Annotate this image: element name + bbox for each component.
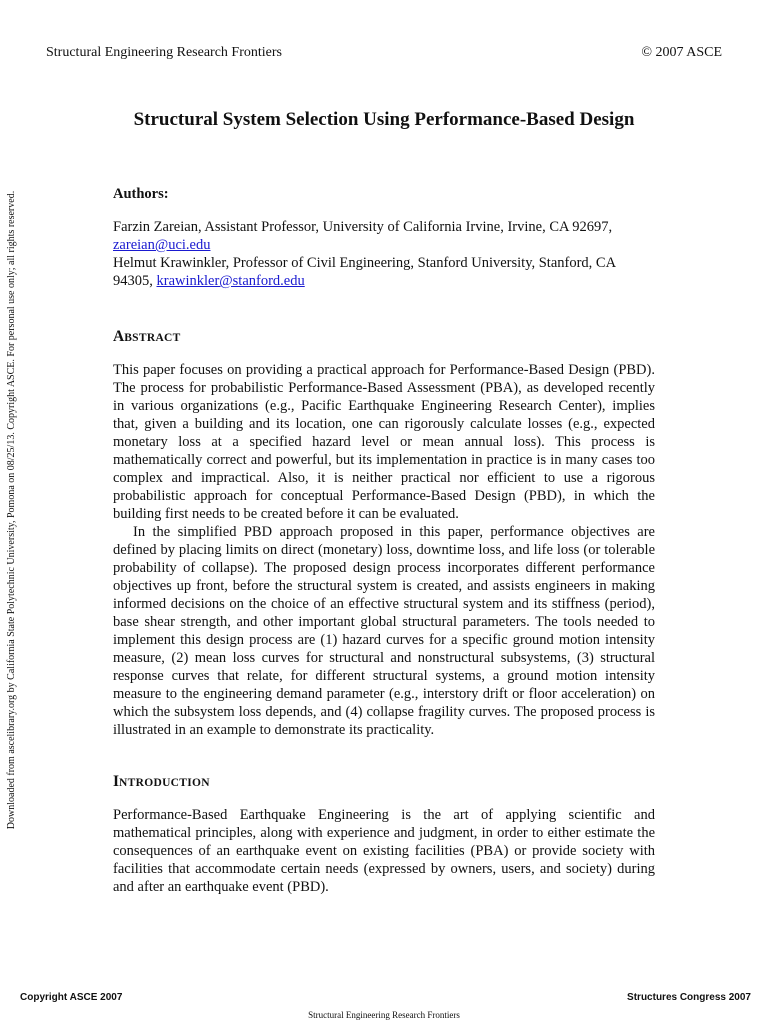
running-header-left: Structural Engineering Research Frontiers <box>46 45 282 60</box>
download-notice: Downloaded from ascelibrary.org by California State Polytechnic University, Pomona on 08/25/13. Copyright ASCE. For personal use only; all rights reserved. <box>6 190 17 830</box>
abstract-heading-rest: BSTRACT <box>124 332 181 344</box>
footer-center: Structural Engineering Research Frontiers <box>308 1010 460 1020</box>
abstract-heading <box>113 328 181 346</box>
abstract-body <box>113 361 655 739</box>
running-header-right: © 2007 ASCE <box>641 45 722 60</box>
author-2-email-link[interactable]: krawinkler@stanford.edu <box>156 273 305 289</box>
abstract-heading-initial: A <box>113 328 125 345</box>
author-1-email-link[interactable]: zareian@uci.edu <box>113 237 211 253</box>
abstract-paragraph-1: This paper focuses on providing a practical approach for Performance-Based Design (PBD). The process for probabilistic Performance-Based Assessment (PBA), as developed recently in various organizations (e.g., Pacific Earthquake Engineering Research Center), implies that, given a building and its location, one can rigorously calculate losses (e.g., expected monetary loss at a specified hazard level or mean annual loss). This process is mathematically correct and powerful, but its implementation in practice is in many cases too complex and impractical. Also, it is neither practical nor efficient to use a rigorous probabilistic approach for conceptual Performance-Based Design (PBD), in which the building first needs to be created before it can be evaluated. <box>113 362 655 522</box>
author-2-affiliation-cont: 94305, <box>113 273 157 289</box>
paper-title: Structural System Selection Using Performance-Based Design <box>133 109 635 130</box>
abstract-paragraph-2: In the simplified PBD approach proposed in this paper, performance objectives are defined by placing limits on direct (monetary) loss, downtime loss, and life loss (or tolerable probability of collapse). The proposed design process incorporates different performance objectives up front, before the structural system is created, and assists engineers in making informed decisions on the choice of an effective structural system and its stiffness (period), base shear strength, and other important global structural parameters. The tools needed to implement this design process are (1) hazard curves for a specific ground motion intensity measure, (2) mean loss curves for structural and nonstructural subsystems, (3) structural response curves that relate, for different structural systems, a ground motion intensity measure to the engineering demand parameter (e.g., interstory drift or floor acceleration) on which the subsystem loss depends, and (4) collapse fragility curves. The proposed process is illustrated in an example to demonstrate its practicality. <box>113 524 655 738</box>
introduction-paragraph-1: Performance-Based Earthquake Engineering is the art of applying scientific and mathematical principles, along with experience and judgment, in order to either estimate the consequences of an earthquake event on existing facilities (PBA) or provide society with facilities that accommodate certain needs (expressed by owners, users, and society) during and after an earthquake event (PBD). <box>113 807 655 895</box>
introduction-heading-rest: NTRODUCTION <box>119 777 210 789</box>
introduction-heading-initial: I <box>113 773 120 790</box>
footer-copyright: Copyright ASCE 2007 <box>20 992 123 1003</box>
author-2-affiliation: Helmut Krawinkler, Professor of Civil Engineering, Stanford University, Stanford, CA <box>113 255 617 271</box>
introduction-body <box>113 806 655 896</box>
introduction-heading <box>113 773 210 791</box>
authors-heading: Authors: <box>113 186 169 202</box>
author-1-affiliation: Farzin Zareian, Assistant Professor, University of California Irvine, Irvine, CA 92697, <box>113 219 613 235</box>
author-block <box>113 218 655 290</box>
footer-congress: Structures Congress 2007 <box>627 992 751 1003</box>
